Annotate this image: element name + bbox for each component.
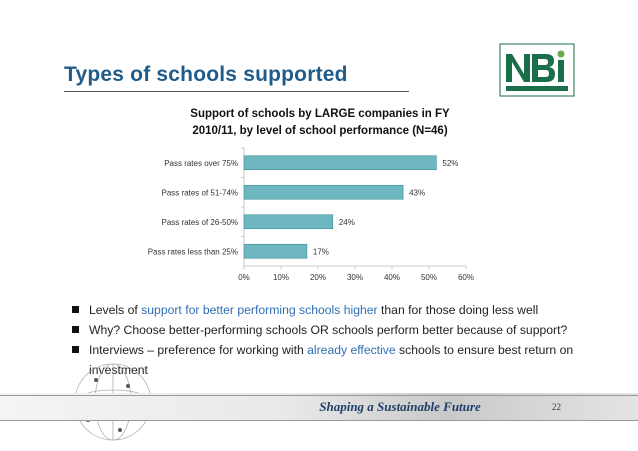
- slide-title: Types of schools supported: [64, 63, 348, 86]
- x-tick-label: 20%: [309, 273, 327, 282]
- highlighted-text: support for better performing schools higher: [141, 303, 378, 317]
- bullet-text: than for those doing less well: [377, 303, 539, 317]
- x-tick-label: 50%: [420, 273, 438, 282]
- bar: [244, 244, 307, 258]
- bullet-square-icon: [72, 326, 79, 333]
- x-tick-label: 60%: [457, 273, 475, 282]
- data-label: 17%: [312, 247, 329, 257]
- category-label: Pass rates of 26-50%: [161, 217, 238, 227]
- bullet-text: Levels of: [89, 303, 142, 317]
- category-label: Pass rates over 75%: [164, 158, 238, 168]
- bullet-text: Why? Choose better-performing schools OR schools perform better because of support?: [89, 323, 568, 337]
- category-label: Pass rates of 51-74%: [161, 188, 238, 198]
- footer-line-bottom: [0, 420, 638, 421]
- bullet-text: Interviews – preference for working with: [89, 343, 308, 357]
- data-label: 24%: [338, 217, 355, 227]
- footer-line-top: [0, 395, 638, 396]
- highlighted-text: already effective: [307, 343, 396, 357]
- x-tick-label: 0%: [238, 273, 250, 282]
- chart-title-line-2: 2010/11, by level of school performance (N=46): [192, 125, 448, 137]
- data-label: 52%: [442, 158, 459, 168]
- bullet-text: schools to ensure best return on investment: [89, 343, 574, 377]
- x-tick-label: 30%: [346, 273, 364, 282]
- x-tick-label: 40%: [383, 273, 401, 282]
- footer-tagline: Shaping a Sustainable Future: [319, 399, 481, 414]
- chart-title-line-1: Support of schools by LARGE companies in FY: [190, 108, 450, 120]
- page-number: 22: [552, 402, 561, 412]
- bar: [244, 215, 333, 229]
- bullet-item: [70, 320, 600, 340]
- bullet-item: [70, 300, 600, 320]
- category-label: Pass rates less than 25%: [147, 247, 238, 257]
- x-tick-label: 10%: [272, 273, 290, 282]
- bar: [244, 185, 403, 199]
- data-label: 43%: [409, 188, 426, 198]
- bullet-square-icon: [72, 306, 79, 313]
- bar: [244, 156, 436, 170]
